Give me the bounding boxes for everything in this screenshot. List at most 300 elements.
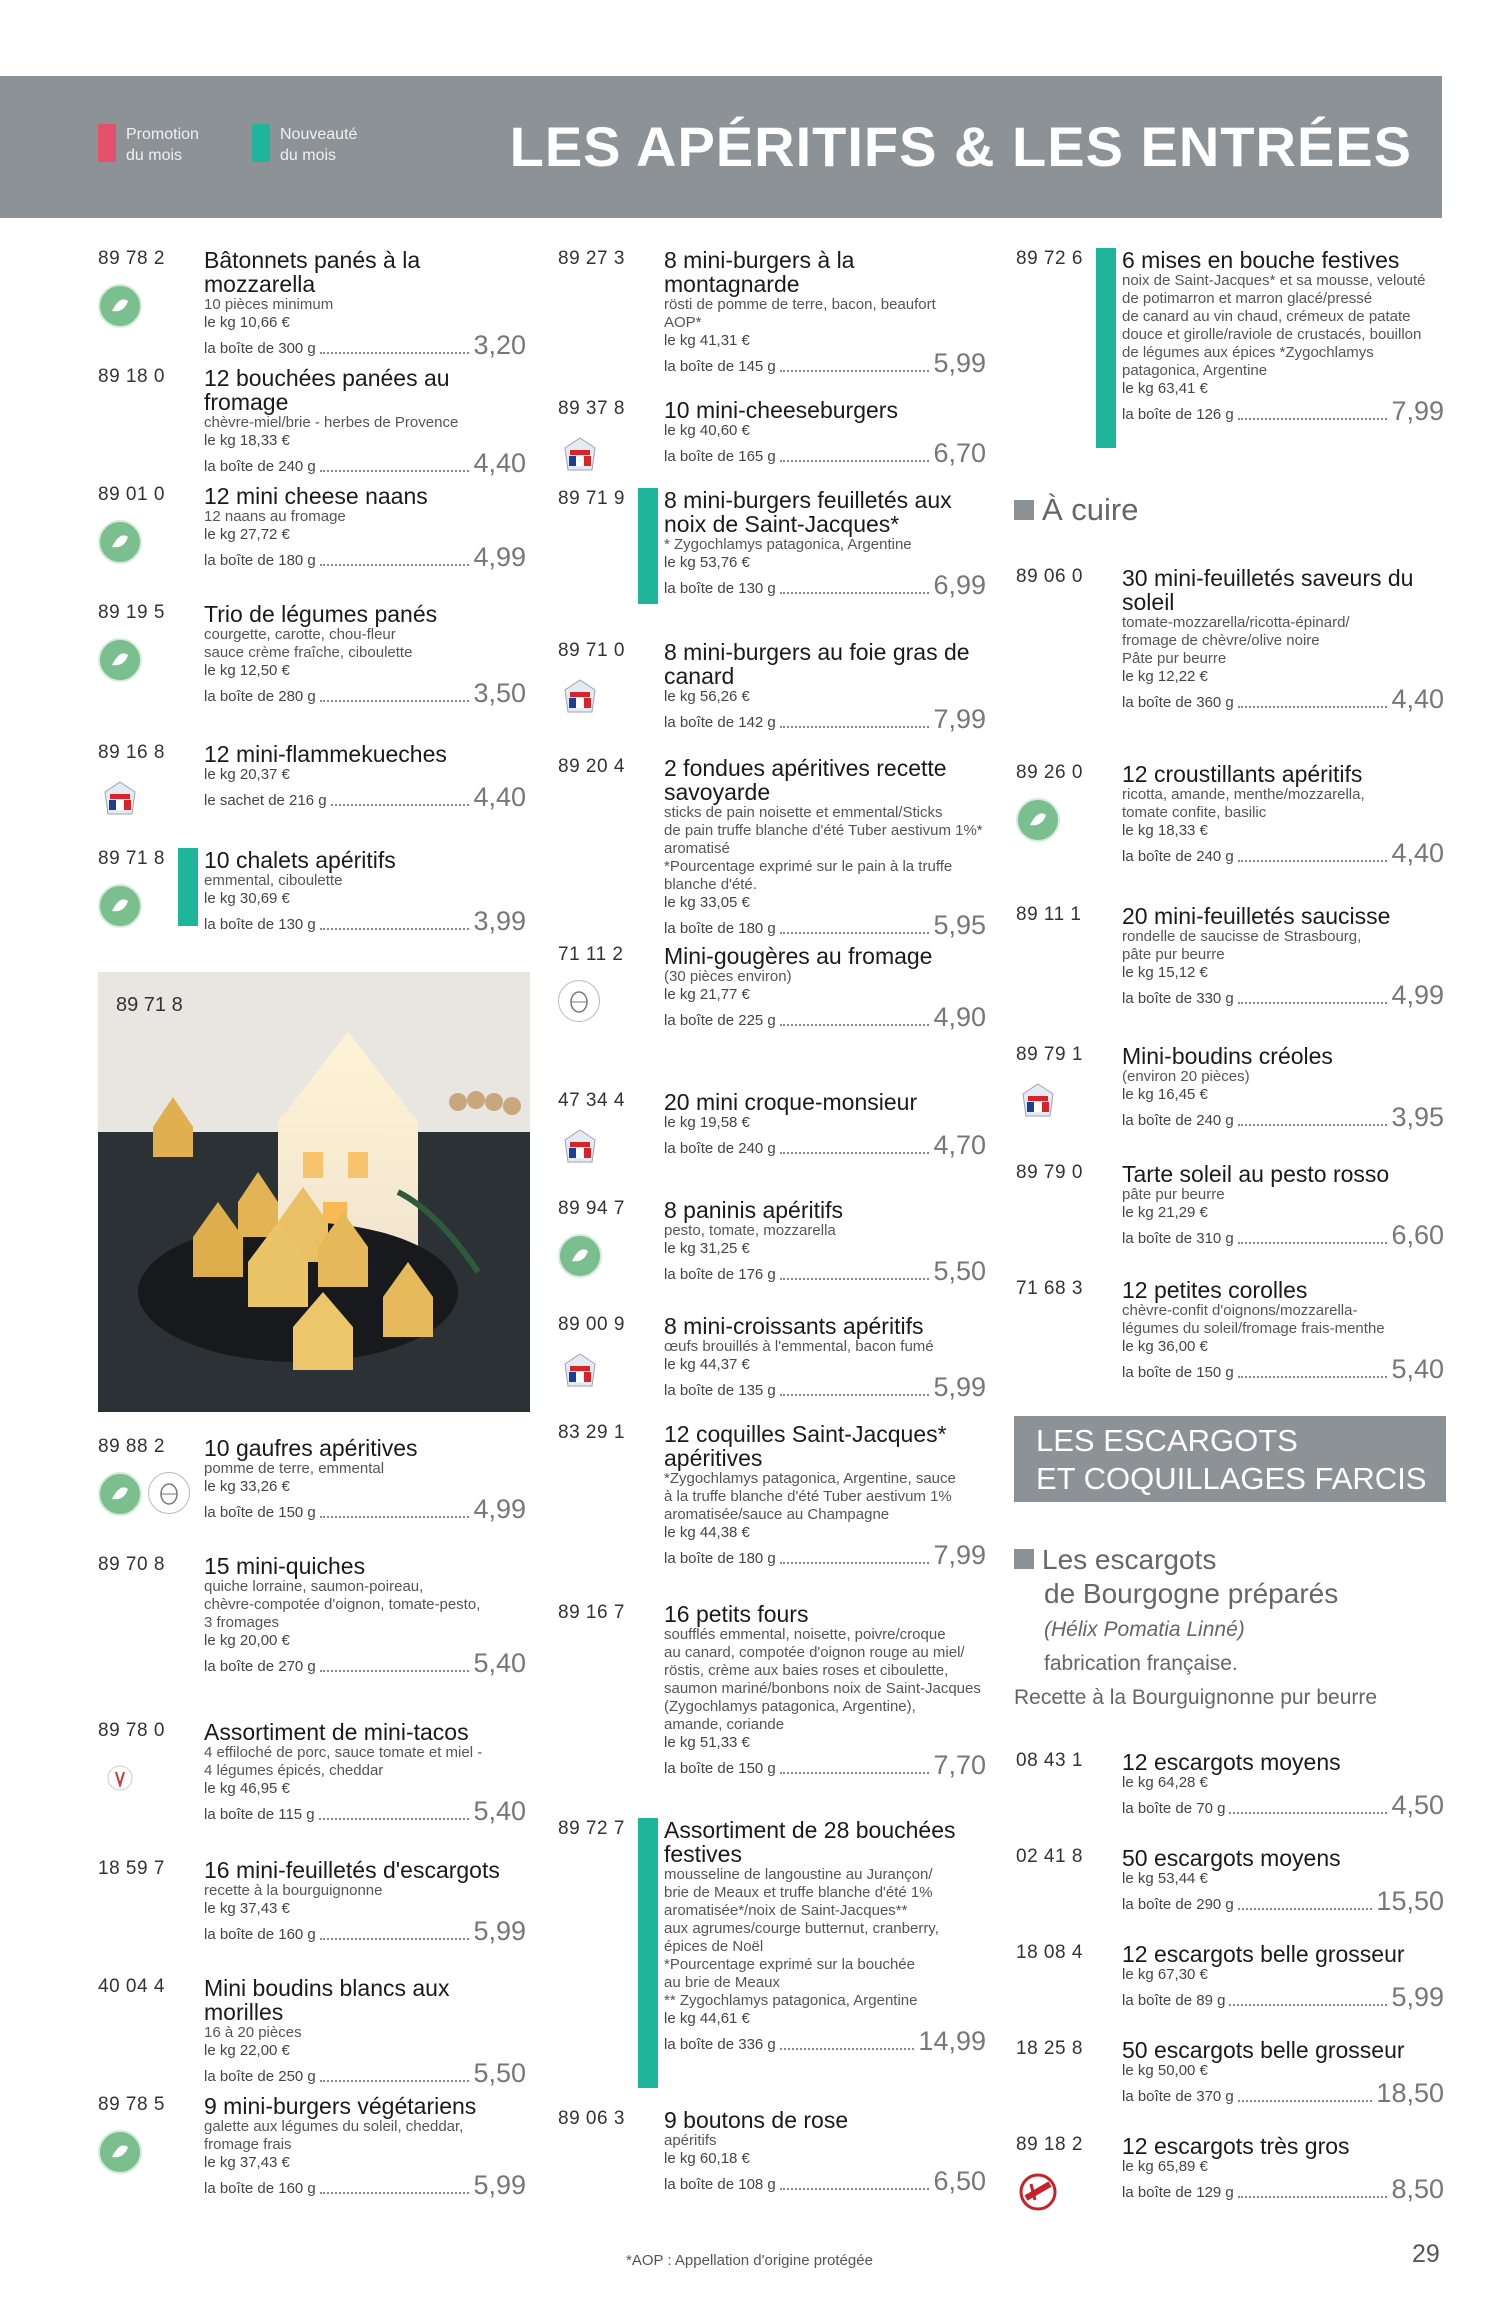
product-description: fromage frais <box>204 2136 292 2153</box>
package-size: la boîte de 135 g <box>664 1382 776 1399</box>
product-details <box>1122 566 1444 712</box>
product-badges <box>1016 2170 1060 2214</box>
price-per-kg: le kg 56,26 € <box>664 688 750 705</box>
product-price: 4,40 <box>473 782 526 812</box>
product-details <box>1122 248 1444 424</box>
product-price: 4,90 <box>933 1002 986 1032</box>
price-per-kg: le kg 33,26 € <box>204 1478 290 1495</box>
product-code: 89 71 9 <box>558 488 625 509</box>
product-description: pâte pur beurre <box>1122 1186 1225 1203</box>
package-size: la boîte de 240 g <box>664 1140 776 1157</box>
product-code: 89 16 8 <box>98 742 165 763</box>
product-code: 89 01 0 <box>98 484 165 505</box>
price-line <box>1122 1792 1444 1818</box>
price-per-kg: le kg 44,37 € <box>664 1356 750 1373</box>
price-per-kg: le kg 50,00 € <box>1122 2062 1208 2079</box>
dotted-leader <box>320 1516 470 1518</box>
product-details <box>664 1602 986 1778</box>
product-description: de canard au vin chaud, crémeux de patate <box>1122 308 1411 325</box>
price-line <box>1122 2176 1444 2202</box>
promotion-swatch <box>98 124 116 162</box>
product-details <box>204 742 526 810</box>
product-description: * Zygochlamys patagonica, Argentine <box>664 536 912 553</box>
product-badges <box>98 1756 142 1800</box>
page-title: LES APÉRITIFS & LES ENTRÉES <box>509 115 1412 178</box>
product-price: 7,99 <box>933 1540 986 1570</box>
product-price: 3,95 <box>1391 1102 1444 1132</box>
product-code: 89 18 0 <box>98 366 165 387</box>
product-price: 4,99 <box>473 542 526 572</box>
made-in-france-icon <box>558 676 602 720</box>
product-price: 6,50 <box>933 2166 986 2196</box>
product-description: tomate confite, basilic <box>1122 804 1267 821</box>
dotted-leader <box>780 592 930 594</box>
product-description: Pâte pur beurre <box>1122 650 1227 667</box>
dotted-leader <box>1238 418 1388 420</box>
product-name: Trio de légumes panés <box>204 601 438 627</box>
price-line <box>204 1496 526 1522</box>
product-description: quiche lorraine, saumon-poireau, <box>204 1578 424 1595</box>
product-details <box>204 1554 526 1676</box>
product-description: aromatisé <box>664 840 730 857</box>
product-code: 89 79 1 <box>1016 1044 1083 1065</box>
product-details <box>664 640 986 732</box>
package-size: la boîte de 310 g <box>1122 1230 1234 1247</box>
product-price: 5,99 <box>473 2170 526 2200</box>
product-code: 18 08 4 <box>1016 1942 1083 1963</box>
legend-promotion-label: Promotion du mois <box>126 126 199 164</box>
dotted-leader <box>320 470 470 472</box>
product-description: chèvre-compotée d'oignon, tomate-pesto, <box>204 1596 481 1613</box>
product-details <box>204 2094 526 2198</box>
product-description: (Zygochlamys patagonica, Argentine), <box>664 1698 916 1715</box>
product-code: 89 27 3 <box>558 248 625 269</box>
product-price: 4,99 <box>1391 980 1444 1010</box>
product-price: 4,40 <box>473 448 526 478</box>
product-badges <box>98 638 142 682</box>
product-badges <box>98 284 142 328</box>
product-price: 5,50 <box>933 1256 986 1286</box>
package-size: la boîte de 360 g <box>1122 694 1234 711</box>
product-price: 7,99 <box>933 704 986 734</box>
product-description: *Zygochlamys patagonica, Argentine, sauce <box>664 1470 956 1487</box>
product-name: 50 escargots belle grosseur <box>1122 2037 1405 2063</box>
price-per-kg: le kg 10,66 € <box>204 314 290 331</box>
escargots-species: (Hélix Pomatia Linné) <box>1044 1618 1245 1641</box>
product-description: saumon mariné/bonbons noix de Saint-Jacques <box>664 1680 981 1697</box>
product-badges <box>558 1234 602 1278</box>
price-per-kg: le kg 51,33 € <box>664 1734 750 1751</box>
product-code: 40 04 4 <box>98 1976 165 1997</box>
price-per-kg: le kg 12,50 € <box>204 662 290 679</box>
product-name: Assortiment de 28 bouchées festives <box>664 1817 956 1867</box>
product-price: 3,50 <box>473 678 526 708</box>
product-code: 02 41 8 <box>1016 1846 1083 1867</box>
price-line <box>664 1542 986 1568</box>
chalets-photo-illustration <box>98 972 530 1412</box>
product-details <box>204 248 526 358</box>
dotted-leader <box>1238 860 1388 862</box>
package-size: la boîte de 176 g <box>664 1266 776 1283</box>
product-price: 5,99 <box>1391 1982 1444 2012</box>
product-description: chèvre-confit d'oignons/mozzarella- <box>1122 1302 1358 1319</box>
dotted-leader <box>780 1152 930 1154</box>
product-price: 5,40 <box>473 1796 526 1826</box>
product-description: AOP* <box>664 314 702 331</box>
price-line <box>204 2060 526 2086</box>
price-per-kg: le kg 37,43 € <box>204 2154 290 2171</box>
product-badges <box>558 676 602 720</box>
dotted-leader <box>780 2188 930 2190</box>
dotted-leader <box>320 2080 470 2082</box>
product-code: 89 78 0 <box>98 1720 165 1741</box>
package-size: la boîte de 250 g <box>204 2068 316 2085</box>
price-line <box>204 544 526 570</box>
product-details <box>204 1720 526 1824</box>
package-size: la boîte de 180 g <box>204 552 316 569</box>
product-details <box>664 1314 986 1400</box>
product-description: 16 à 20 pièces <box>204 2024 302 2041</box>
product-price: 4,99 <box>473 1494 526 1524</box>
product-badges <box>558 434 602 478</box>
product-details <box>1122 1278 1444 1382</box>
product-code: 89 11 1 <box>1016 904 1082 925</box>
dotted-leader <box>1238 1242 1388 1244</box>
package-size: la boîte de 129 g <box>1122 2184 1234 2201</box>
package-size: la boîte de 150 g <box>664 1760 776 1777</box>
made-in-france-icon <box>558 434 602 478</box>
product-badges <box>98 520 142 564</box>
package-size: la boîte de 270 g <box>204 1658 316 1675</box>
escargots-banner: LES ESCARGOTS ET COQUILLAGES FARCIS <box>1014 1416 1446 1502</box>
product-code: 89 06 0 <box>1016 566 1083 587</box>
package-size: la boîte de 160 g <box>204 1926 316 1943</box>
price-line <box>204 680 526 706</box>
product-details <box>1122 2038 1444 2106</box>
product-description: de pain truffe blanche d'été Tuber aestivum 1%* <box>664 822 983 839</box>
dotted-leader <box>780 1562 930 1564</box>
dotted-leader <box>1238 2196 1388 2198</box>
product-details <box>204 484 526 570</box>
product-description: épices de Noël <box>664 1938 764 1955</box>
product-price: 3,20 <box>473 330 526 360</box>
product-code: 89 79 0 <box>1016 1162 1083 1183</box>
product-code: 89 78 5 <box>98 2094 165 2115</box>
escargots-fabrication: fabrication française. <box>1044 1652 1238 1675</box>
vegetarian-icon <box>98 638 142 682</box>
package-size: la boîte de 160 g <box>204 2180 316 2197</box>
product-name: 10 mini-cheeseburgers <box>664 397 898 423</box>
product-code: 89 72 6 <box>1016 248 1083 269</box>
price-per-kg: le kg 64,28 € <box>1122 1774 1208 1791</box>
product-description: de potimarron et marron glacé/pressé <box>1122 290 1373 307</box>
price-per-kg: le kg 30,69 € <box>204 890 290 907</box>
product-description: recette à la bourguignonne <box>204 1882 383 1899</box>
product-details <box>204 848 526 934</box>
price-line <box>664 2028 986 2054</box>
price-per-kg: le kg 44,61 € <box>664 2010 750 2027</box>
price-per-kg: le kg 44,38 € <box>664 1524 750 1541</box>
product-name: Assortiment de mini-tacos <box>204 1719 469 1745</box>
price-per-kg: le kg 20,37 € <box>204 766 290 783</box>
price-line <box>1122 2080 1444 2106</box>
made-in-france-icon <box>558 1350 602 1394</box>
price-line <box>204 1650 526 1676</box>
product-code: 89 94 7 <box>558 1198 625 1219</box>
made-in-france-icon <box>1016 1080 1060 1124</box>
dotted-leader <box>320 928 470 930</box>
product-description: ** Zygochlamys patagonica, Argentine <box>664 1992 918 2009</box>
package-size: la boîte de 145 g <box>664 358 776 375</box>
product-description: aux agrumes/courge butternut, cranberry, <box>664 1920 939 1937</box>
price-line <box>1122 1222 1444 1248</box>
package-size: la boîte de 142 g <box>664 714 776 731</box>
product-price: 4,40 <box>1391 684 1444 714</box>
product-details <box>204 366 526 476</box>
price-line <box>1122 398 1444 424</box>
package-size: la boîte de 165 g <box>664 448 776 465</box>
product-code: 89 19 5 <box>98 602 165 623</box>
product-price: 18,50 <box>1376 2078 1444 2108</box>
new-product-marker <box>178 848 198 926</box>
product-price: 3,99 <box>473 906 526 936</box>
label-rouge-icon <box>1016 2170 1060 2214</box>
product-description: galette aux légumes du soleil, cheddar, <box>204 2118 464 2135</box>
product-code: 83 29 1 <box>558 1422 625 1443</box>
product-code: 18 25 8 <box>1016 2038 1083 2059</box>
price-line <box>664 350 986 376</box>
new-product-marker <box>638 1818 658 2088</box>
product-description: emmental, ciboulette <box>204 872 343 889</box>
product-code: 18 59 7 <box>98 1858 165 1879</box>
dotted-leader <box>1229 2004 1387 2006</box>
product-description: röstis, crème aux baies roses et ciboulette, <box>664 1662 949 1679</box>
product-price: 5,99 <box>473 1916 526 1946</box>
price-per-kg: le kg 31,25 € <box>664 1240 750 1257</box>
product-badges <box>558 1126 602 1170</box>
dotted-leader <box>1229 1812 1387 1814</box>
product-code: 89 70 8 <box>98 1554 165 1575</box>
product-code: 47 34 4 <box>558 1090 625 1111</box>
dotted-leader <box>780 2048 915 2050</box>
product-badges <box>98 778 142 822</box>
product-name: 12 escargots belle grosseur <box>1122 1941 1405 1967</box>
product-code: 71 68 3 <box>1016 1278 1083 1299</box>
product-description: courgette, carotte, chou-fleur <box>204 626 396 643</box>
product-details <box>664 2108 986 2194</box>
dotted-leader <box>319 1818 470 1820</box>
product-name: 8 paninis apéritifs <box>664 1197 843 1223</box>
escargots-recipe: Recette à la Bourguignonne pur beurre <box>1014 1686 1378 1709</box>
price-per-kg: le kg 16,45 € <box>1122 1086 1208 1103</box>
package-size: la boîte de 240 g <box>204 458 316 475</box>
package-size: la boîte de 150 g <box>1122 1364 1234 1381</box>
product-name: 12 escargots très gros <box>1122 2133 1350 2159</box>
dotted-leader <box>331 804 470 806</box>
header-bar <box>0 76 1442 218</box>
price-line <box>1122 1104 1444 1130</box>
package-size: la boîte de 130 g <box>664 580 776 597</box>
vegetarian-icon <box>98 520 142 564</box>
product-code: 89 88 2 <box>98 1436 165 1457</box>
product-code: 89 71 8 <box>98 848 165 869</box>
product-price: 7,99 <box>1391 396 1444 426</box>
free-range-egg-icon <box>148 1472 190 1514</box>
product-price: 14,99 <box>918 2026 986 2056</box>
product-code: 89 06 3 <box>558 2108 625 2129</box>
product-price: 4,40 <box>1391 838 1444 868</box>
dotted-leader <box>1238 2100 1373 2102</box>
product-price: 8,50 <box>1391 2174 1444 2204</box>
product-description: (environ 20 pièces) <box>1122 1068 1250 1085</box>
price-per-kg: le kg 27,72 € <box>204 526 290 543</box>
product-details <box>664 756 986 938</box>
dotted-leader <box>320 564 470 566</box>
made-in-france-icon <box>558 1126 602 1170</box>
product-name: 12 coquilles Saint-Jacques* apéritives <box>664 1421 947 1471</box>
product-price: 5,95 <box>933 910 986 940</box>
product-name: 10 gaufres apéritives <box>204 1435 418 1461</box>
product-details <box>204 1976 526 2086</box>
product-description: blanche d'été. <box>664 876 757 893</box>
product-description: fromage de chèvre/olive noire <box>1122 632 1320 649</box>
product-name: Mini boudins blancs aux morilles <box>204 1975 450 2025</box>
package-size: la boîte de 290 g <box>1122 1896 1234 1913</box>
product-code: 89 00 9 <box>558 1314 625 1335</box>
package-size: le sachet de 216 g <box>204 792 327 809</box>
product-description: 3 fromages <box>204 1614 280 1631</box>
product-details <box>1122 762 1444 866</box>
product-details <box>664 944 986 1030</box>
product-name: 12 petites corolles <box>1122 1277 1308 1303</box>
product-name: 15 mini-quiches <box>204 1553 366 1579</box>
product-name: 8 mini-burgers au foie gras de canard <box>664 639 970 689</box>
package-size: la boîte de 240 g <box>1122 1112 1234 1129</box>
product-details <box>204 602 526 706</box>
vegetarian-icon <box>1016 798 1060 842</box>
package-size: la boîte de 225 g <box>664 1012 776 1029</box>
product-name: 9 mini-burgers végétariens <box>204 2093 477 2119</box>
product-description: *Pourcentage exprimé sur la bouchée <box>664 1956 915 1973</box>
price-per-kg: le kg 65,89 € <box>1122 2158 1208 2175</box>
product-description: de légumes aux épices *Zygochlamys <box>1122 344 1374 361</box>
product-code: 89 37 8 <box>558 398 625 419</box>
package-size: la boîte de 336 g <box>664 2036 776 2053</box>
product-description: pomme de terre, emmental <box>204 1460 385 1477</box>
product-name: 8 mini-croissants apéritifs <box>664 1313 924 1339</box>
package-size: la boîte de 115 g <box>204 1806 315 1823</box>
product-price: 5,50 <box>473 2058 526 2088</box>
product-name: 12 mini cheese naans <box>204 483 428 509</box>
dotted-leader <box>1238 1002 1388 1004</box>
dotted-leader <box>780 1394 930 1396</box>
package-size: la boîte de 108 g <box>664 2176 776 2193</box>
price-line <box>664 1258 986 1284</box>
product-description: noix de Saint-Jacques* et sa mousse, velouté <box>1122 272 1426 289</box>
product-price: 15,50 <box>1376 1886 1444 1916</box>
product-name: Mini-boudins créoles <box>1122 1043 1333 1069</box>
new-product-marker <box>1096 248 1116 448</box>
product-details <box>664 248 986 376</box>
product-details <box>1122 904 1444 1008</box>
product-code: 89 16 7 <box>558 1602 625 1623</box>
product-details <box>1122 1750 1444 1818</box>
price-per-kg: le kg 41,31 € <box>664 332 750 349</box>
product-name: 16 mini-feuilletés d'escargots <box>204 1857 500 1883</box>
product-name: Mini-gougères au fromage <box>664 943 933 969</box>
product-description: 4 effiloché de porc, sauce tomate et miel - <box>204 1744 483 1761</box>
price-per-kg: le kg 37,43 € <box>204 1900 290 1917</box>
price-line <box>204 1918 526 1944</box>
product-description: pesto, tomate, mozzarella <box>664 1222 836 1239</box>
escargots-subhead-1 <box>1014 1544 1216 1576</box>
product-price: 5,40 <box>473 1648 526 1678</box>
price-per-kg: le kg 63,41 € <box>1122 380 1208 397</box>
price-per-kg: le kg 22,00 € <box>204 2042 290 2059</box>
price-per-kg: le kg 12,22 € <box>1122 668 1208 685</box>
price-per-kg: le kg 21,77 € <box>664 986 750 1003</box>
product-name: 6 mises en bouche festives <box>1122 247 1400 273</box>
product-name: 20 mini croque-monsieur <box>664 1089 918 1115</box>
product-name: 20 mini-feuilletés saucisse <box>1122 903 1391 929</box>
product-description: au canard, compotée d'oignon rouge au miel/ <box>664 1644 965 1661</box>
package-size: la boîte de 130 g <box>204 916 316 933</box>
product-description: œufs brouillés à l'emmental, bacon fumé <box>664 1338 934 1355</box>
price-line <box>664 912 986 938</box>
product-description: rösti de pomme de terre, bacon, beaufort <box>664 296 936 313</box>
price-line <box>1122 840 1444 866</box>
product-badges <box>98 1472 190 1516</box>
price-per-kg: le kg 60,18 € <box>664 2150 750 2167</box>
escargots-subhead-1-label: Les escargots <box>1042 1544 1217 1575</box>
product-badges <box>98 2130 142 2174</box>
product-details <box>204 1858 526 1944</box>
product-code: 89 26 0 <box>1016 762 1083 783</box>
product-price: 6,60 <box>1391 1220 1444 1250</box>
product-details <box>664 1422 986 1568</box>
product-badges <box>558 1350 602 1394</box>
product-name: 30 mini-feuilletés saveurs du soleil <box>1122 565 1414 615</box>
product-code: 89 20 4 <box>558 756 625 777</box>
dotted-leader <box>780 460 930 462</box>
product-description: *Pourcentage exprimé sur le pain à la truffe <box>664 858 953 875</box>
product-description: ricotta, amande, menthe/mozzarella, <box>1122 786 1365 803</box>
price-per-kg: le kg 18,33 € <box>204 432 290 449</box>
package-size: la boîte de 180 g <box>664 920 776 937</box>
dotted-leader <box>780 1278 930 1280</box>
product-description: au brie de Meaux <box>664 1974 780 1991</box>
price-line <box>204 784 526 810</box>
product-details <box>664 1818 986 2054</box>
product-description: légumes du soleil/fromage frais-menthe <box>1122 1320 1385 1337</box>
escargots-subhead-2: de Bourgogne préparés <box>1044 1578 1339 1609</box>
origin-indication-icon <box>98 1756 142 1800</box>
product-name: 16 petits fours <box>664 1601 809 1627</box>
price-line <box>664 1752 986 1778</box>
section-square-icon <box>1014 1549 1034 1569</box>
package-size: la boîte de 180 g <box>664 1550 776 1567</box>
price-line <box>1122 1984 1444 2010</box>
package-size: la boîte de 370 g <box>1122 2088 1234 2105</box>
product-name: 8 mini-burgers feuilletés aux noix de Saint-Jacques* <box>664 487 952 537</box>
new-product-marker <box>638 488 658 604</box>
product-details <box>1122 1162 1444 1248</box>
product-name: 12 croustillants apéritifs <box>1122 761 1363 787</box>
product-code: 71 11 2 <box>558 944 624 965</box>
price-line <box>664 2168 986 2194</box>
section-a-cuire-label: À cuire <box>1042 492 1139 527</box>
product-name: Bâtonnets panés à la mozzarella <box>204 247 421 297</box>
